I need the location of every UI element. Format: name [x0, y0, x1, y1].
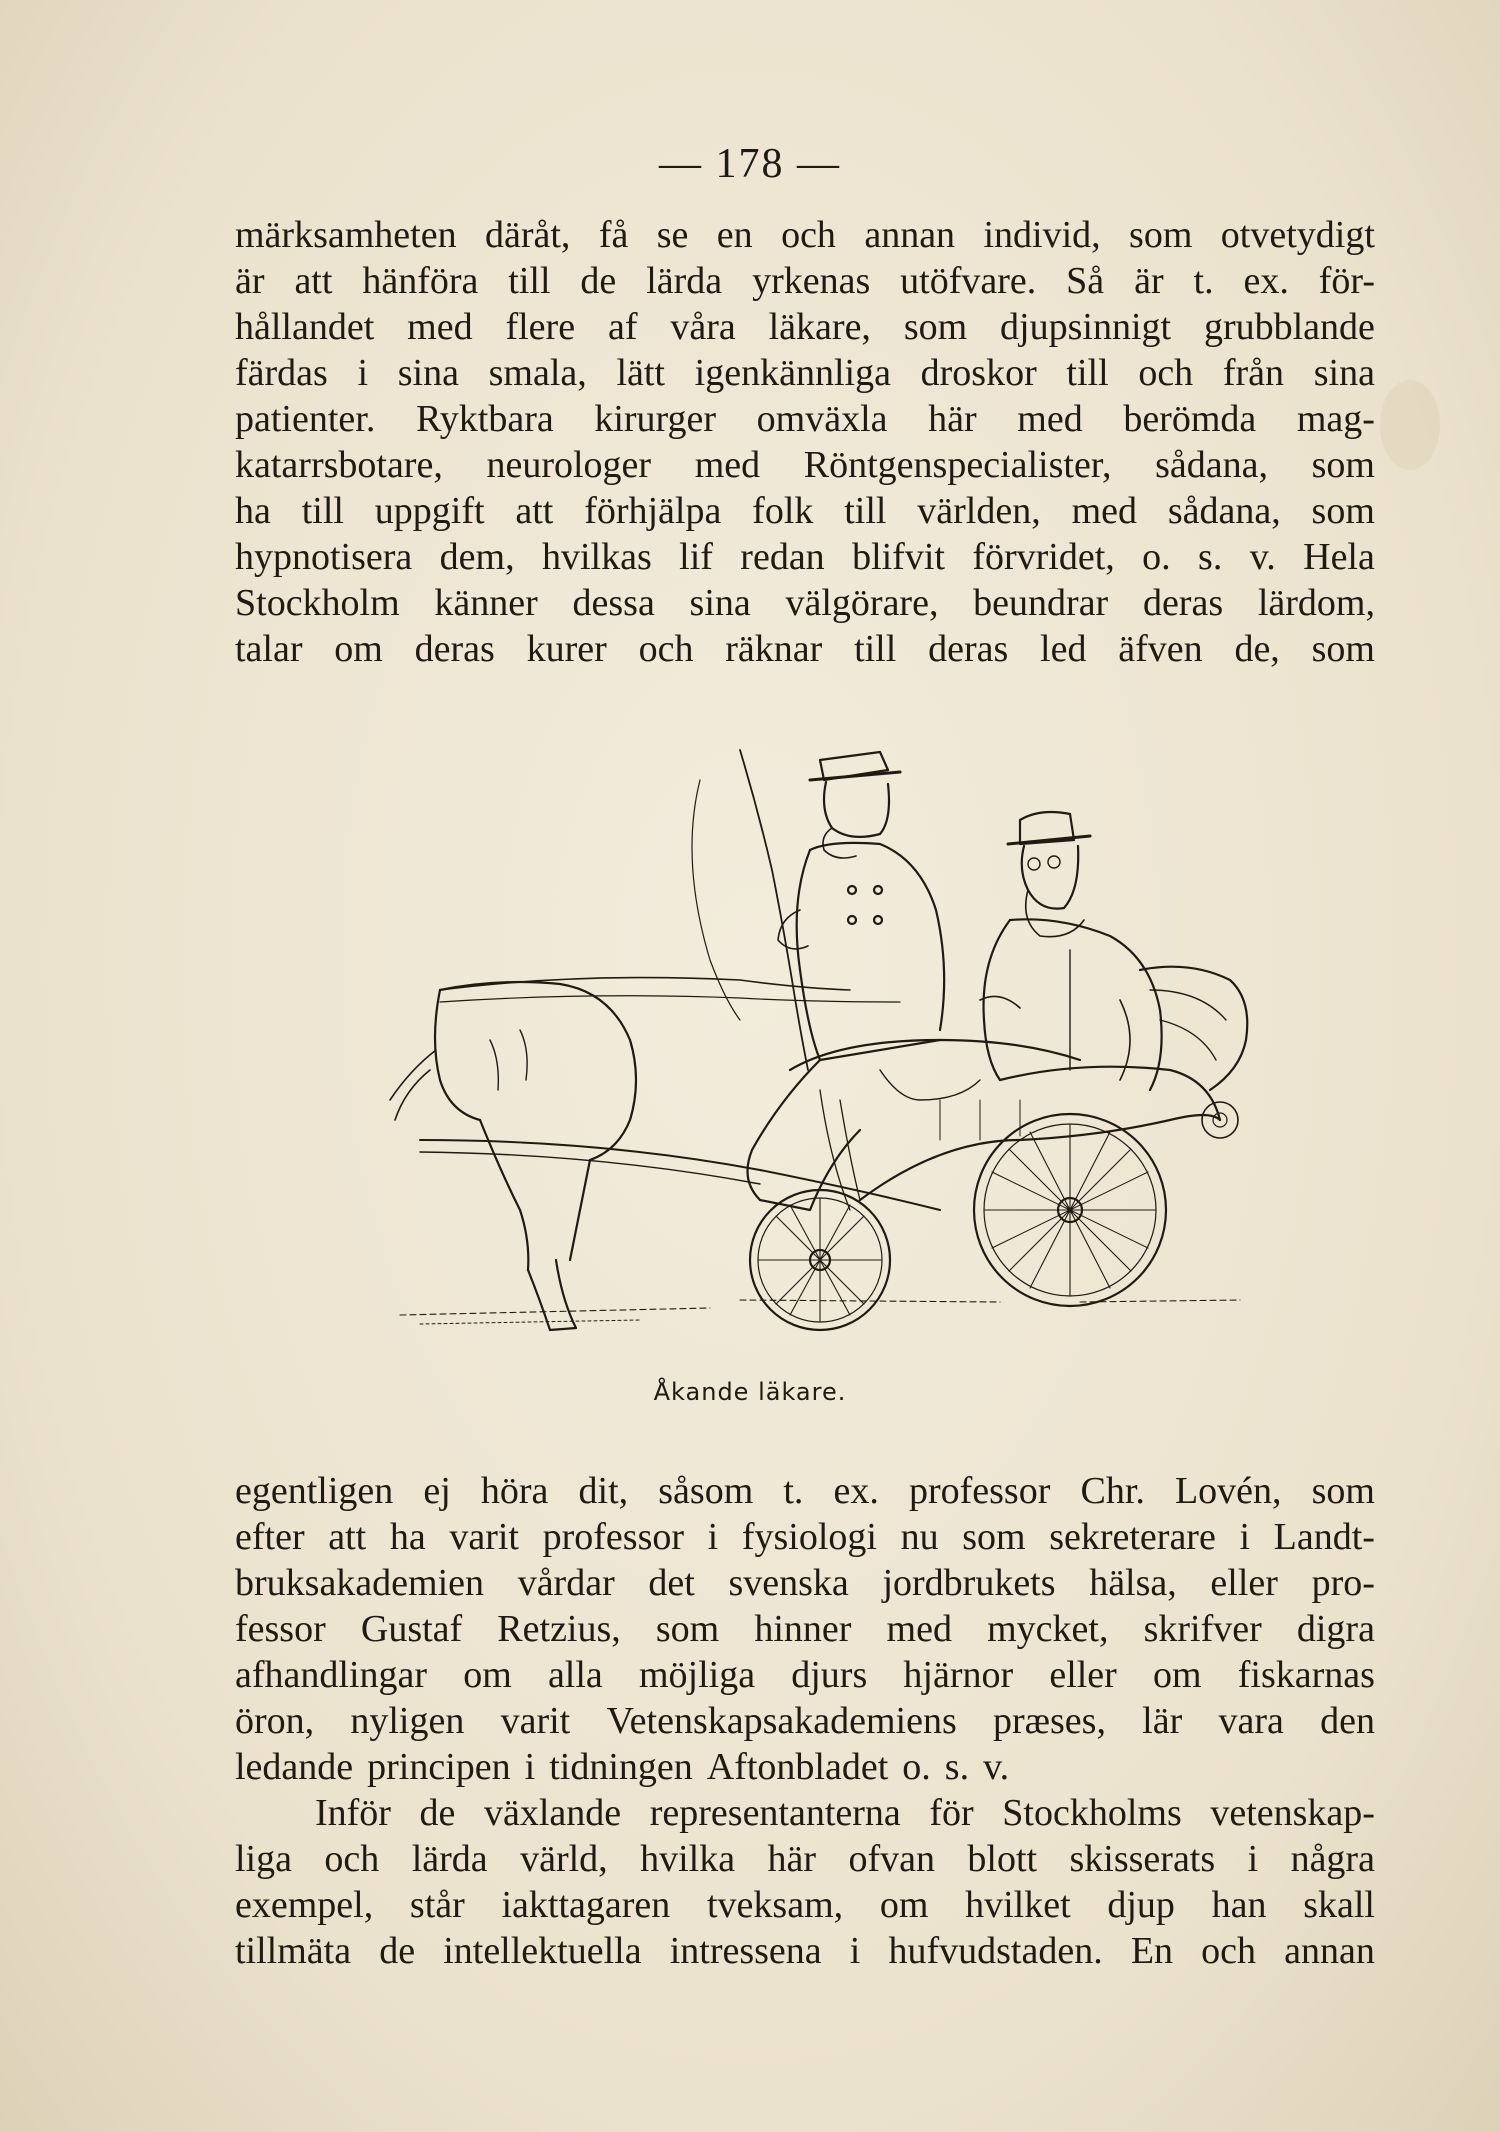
- word: beundrar: [973, 582, 1109, 624]
- word: de: [419, 1792, 456, 1834]
- word: från: [1222, 352, 1285, 394]
- word: igenkännliga: [694, 352, 891, 394]
- word: t.: [1193, 260, 1214, 302]
- word: värld,: [520, 1838, 608, 1880]
- word: fysiologi: [741, 1516, 877, 1558]
- word: ha: [389, 1516, 426, 1558]
- word: v.: [983, 1746, 1010, 1788]
- word: patienter.: [235, 398, 376, 440]
- text-line: [235, 1606, 1375, 1652]
- text-line: [235, 396, 1375, 442]
- word: och: [1138, 352, 1194, 394]
- word: de: [379, 1930, 416, 1972]
- carriage-body: [790, 1040, 1220, 1210]
- word: folk: [752, 490, 814, 532]
- word: för-: [1318, 260, 1375, 302]
- illustration-caption: Åkande läkare.: [653, 1378, 847, 1406]
- word: afhandlingar: [235, 1654, 428, 1696]
- word: om: [879, 1884, 929, 1926]
- text-line: [235, 1744, 1375, 1790]
- word: ledande: [235, 1746, 354, 1788]
- word: sekreterare: [1049, 1516, 1216, 1558]
- word: om: [1153, 1654, 1202, 1696]
- word: fessor: [235, 1608, 326, 1650]
- word: talar: [235, 628, 303, 670]
- word: hvilket: [965, 1884, 1071, 1926]
- word: annan: [1284, 1930, 1375, 1972]
- text-line: [235, 1560, 1375, 1606]
- word: berömda: [1123, 398, 1257, 440]
- word: att: [515, 490, 554, 532]
- word: hälsa,: [1089, 1562, 1177, 1604]
- word: ej: [423, 1470, 451, 1512]
- word: sådana,: [1155, 444, 1268, 486]
- text-line: [235, 350, 1375, 396]
- word: som: [1311, 490, 1375, 532]
- word: det: [648, 1562, 695, 1604]
- word: intressena: [669, 1930, 822, 1972]
- word: professor: [908, 1470, 1051, 1512]
- word: läkare,: [768, 306, 871, 348]
- word: sådana,: [1167, 490, 1281, 532]
- word: t.: [783, 1470, 804, 1512]
- word: få: [598, 214, 629, 256]
- word: som: [1311, 444, 1375, 486]
- word: dit,: [578, 1470, 629, 1512]
- word: våra: [670, 306, 736, 348]
- word: några: [1290, 1838, 1375, 1880]
- page-number: — 178 —: [659, 141, 841, 187]
- word: är: [1134, 260, 1164, 302]
- word: hvilka: [640, 1838, 736, 1880]
- word: han: [1211, 1884, 1267, 1926]
- word: att: [294, 260, 333, 302]
- word: vara: [1218, 1700, 1284, 1742]
- word: kirurger: [594, 398, 717, 440]
- word: katarrsbotare,: [235, 444, 443, 486]
- word: af: [607, 306, 638, 348]
- word: utöfvare.: [900, 260, 1037, 302]
- word: o.: [1142, 536, 1171, 578]
- reins: [440, 978, 850, 990]
- word: i: [1247, 1838, 1259, 1880]
- text-line: [235, 1836, 1375, 1882]
- word: står: [409, 1884, 465, 1926]
- word: som: [1129, 214, 1193, 256]
- word: tveksam,: [707, 1884, 844, 1926]
- word: lär: [1142, 1700, 1183, 1742]
- word: Aftonbladet: [706, 1746, 889, 1788]
- word: varit: [500, 1700, 571, 1742]
- word: till: [1066, 352, 1109, 394]
- text-line: [235, 1790, 1375, 1836]
- word: yrkenas: [752, 260, 871, 302]
- word: för: [929, 1792, 974, 1834]
- word: sina: [689, 582, 751, 624]
- text-line: [235, 1468, 1375, 1514]
- word: ha: [235, 490, 271, 532]
- word: varit: [449, 1516, 519, 1558]
- word: bruksakademien: [235, 1562, 485, 1604]
- word: här: [928, 398, 977, 440]
- word: och: [1201, 1930, 1257, 1972]
- text-line: [235, 212, 1375, 258]
- word: förvridet,: [972, 536, 1115, 578]
- word: nyligen: [350, 1700, 465, 1742]
- word: Hela: [1303, 536, 1375, 578]
- word: blifvit: [852, 536, 945, 578]
- word: såsom: [658, 1470, 754, 1512]
- word: möjliga: [638, 1654, 756, 1696]
- word: hjärnor: [903, 1654, 1014, 1696]
- word: tillmäta: [235, 1930, 352, 1972]
- text-line: [235, 626, 1375, 672]
- word: till: [854, 628, 897, 670]
- front-wheel: [750, 1190, 890, 1330]
- word: vårdar: [517, 1562, 615, 1604]
- carriage-illustration: [380, 740, 1260, 1380]
- word: till: [301, 490, 344, 532]
- word: som: [903, 306, 968, 348]
- word: i: [1239, 1516, 1251, 1558]
- paper-stain: [1380, 380, 1440, 470]
- word: jordbrukets: [882, 1562, 1056, 1604]
- word: dem,: [439, 536, 515, 578]
- word: iakttagaren: [501, 1884, 671, 1926]
- passenger: [980, 812, 1162, 1090]
- word: intellektuella: [443, 1930, 642, 1972]
- word: till: [844, 490, 887, 532]
- word: Inför: [315, 1792, 391, 1834]
- word: Stockholms: [1002, 1792, 1182, 1834]
- word: ex.: [1243, 260, 1289, 302]
- word: hinner: [754, 1608, 852, 1650]
- word: eller: [1049, 1654, 1117, 1696]
- word: Vetenskapsakademiens: [606, 1700, 957, 1742]
- word: färdas: [235, 352, 328, 394]
- word: som: [962, 1516, 1026, 1558]
- word: räknar: [725, 628, 823, 670]
- word: pro-: [1311, 1562, 1375, 1604]
- word: öron,: [235, 1700, 315, 1742]
- word: äfven: [1118, 628, 1203, 670]
- word: ofvan: [848, 1838, 935, 1880]
- text-line: [235, 304, 1375, 350]
- text-line: [235, 442, 1375, 488]
- word: med: [886, 1608, 952, 1650]
- word: neurologer: [486, 444, 652, 486]
- word: otvetydigt: [1220, 214, 1375, 256]
- word: sina: [397, 352, 459, 394]
- word: grubblande: [1203, 306, 1375, 348]
- word: uppgift: [374, 490, 485, 532]
- word: Chr.: [1080, 1470, 1145, 1512]
- word: känner: [434, 582, 538, 624]
- word: hufvudstaden.: [888, 1930, 1103, 1972]
- word: lärdom,: [1257, 582, 1375, 624]
- word: eller: [1210, 1562, 1278, 1604]
- word: Lovén,: [1174, 1470, 1282, 1512]
- word: principen: [367, 1746, 511, 1788]
- word: djurs: [791, 1654, 868, 1696]
- word: lärda: [646, 260, 723, 302]
- word: nu: [900, 1516, 939, 1558]
- word: redan: [740, 536, 825, 578]
- word: Ryktbara: [415, 398, 554, 440]
- word: som: [1311, 1470, 1375, 1512]
- word: här: [767, 1838, 817, 1880]
- word: representanterna: [649, 1792, 901, 1834]
- word: v.: [1249, 536, 1276, 578]
- word: annan: [864, 214, 956, 256]
- word: exempel,: [235, 1884, 374, 1926]
- word: droskor: [920, 352, 1037, 394]
- word: Röntgenspecialister,: [803, 444, 1112, 486]
- word: liga: [235, 1838, 292, 1880]
- word: Landt-: [1273, 1516, 1375, 1558]
- word: flere: [505, 306, 576, 348]
- word: se: [656, 214, 689, 256]
- word: omväxla: [756, 398, 888, 440]
- word: egentligen: [235, 1470, 394, 1512]
- rear-wheel: [974, 1114, 1166, 1306]
- word: lärda: [411, 1838, 488, 1880]
- word: sina: [1313, 352, 1375, 394]
- word: skisserats: [1069, 1838, 1216, 1880]
- word: tidningen: [549, 1746, 693, 1788]
- word: professor: [542, 1516, 685, 1558]
- word: i: [707, 1516, 719, 1558]
- word: digra: [1296, 1608, 1375, 1650]
- carriage-hood: [1140, 967, 1247, 1090]
- bottom-paragraph: [235, 1468, 1375, 1974]
- word: alla: [547, 1654, 603, 1696]
- whip-lash: [692, 780, 740, 1020]
- text-line: [235, 488, 1375, 534]
- word: lif: [679, 536, 713, 578]
- word: i: [357, 352, 369, 394]
- coachman: [748, 752, 945, 1210]
- word: och: [781, 214, 836, 256]
- word: djupsinnigt: [1000, 306, 1172, 348]
- word: Gustaf: [360, 1608, 463, 1650]
- word: med: [407, 306, 473, 348]
- word: att: [328, 1516, 367, 1558]
- text-line: [235, 1928, 1375, 1974]
- word: höra: [480, 1470, 549, 1512]
- word: ex.: [833, 1470, 879, 1512]
- word: om: [463, 1654, 512, 1696]
- word: blott: [967, 1838, 1038, 1880]
- word: den: [1320, 1700, 1375, 1742]
- word: dessa: [572, 582, 655, 624]
- word: djup: [1107, 1884, 1175, 1926]
- word: välgörare,: [785, 582, 939, 624]
- text-line: [235, 1652, 1375, 1698]
- word: och: [324, 1838, 380, 1880]
- word: i: [524, 1746, 536, 1788]
- word: hållandet: [235, 306, 375, 348]
- word: En: [1130, 1930, 1174, 1972]
- word: led: [1040, 628, 1087, 670]
- word: Så: [1066, 260, 1105, 302]
- word: s.: [944, 1746, 970, 1788]
- word: præses,: [993, 1700, 1106, 1742]
- horse: [390, 982, 636, 1330]
- word: hvilkas: [541, 536, 652, 578]
- word: smala,: [488, 352, 587, 394]
- top-paragraph: [235, 212, 1375, 672]
- word: som: [655, 1608, 720, 1650]
- word: som: [1311, 628, 1375, 670]
- word: deras: [928, 628, 1009, 670]
- word: individ,: [983, 214, 1101, 256]
- word: lätt: [616, 352, 665, 394]
- word: med: [1071, 490, 1137, 532]
- text-line: [235, 258, 1375, 304]
- word: s.: [1198, 536, 1223, 578]
- word: vetenskap-: [1210, 1792, 1375, 1834]
- word: i: [849, 1930, 861, 1972]
- text-line: [235, 534, 1375, 580]
- word: med: [694, 444, 761, 486]
- word: skrifver: [1143, 1608, 1262, 1650]
- word: fiskarnas: [1237, 1654, 1375, 1696]
- word: märksamheten: [235, 214, 457, 256]
- word: och: [638, 628, 694, 670]
- word: Stockholm: [235, 582, 400, 624]
- word: deras: [414, 628, 495, 670]
- word: en: [716, 214, 753, 256]
- text-line: [235, 1514, 1375, 1560]
- text-line: [235, 1882, 1375, 1928]
- word: deras: [1142, 582, 1224, 624]
- word: med: [1017, 398, 1083, 440]
- word: om: [334, 628, 383, 670]
- word: däråt,: [484, 214, 571, 256]
- word: Retzius,: [497, 1608, 621, 1650]
- text-line: [235, 1698, 1375, 1744]
- word: skall: [1303, 1884, 1375, 1926]
- word: världen,: [917, 490, 1041, 532]
- word: de: [580, 260, 617, 302]
- word: svenska: [728, 1562, 849, 1604]
- word: mag-: [1296, 398, 1375, 440]
- word: hänföra: [362, 260, 479, 302]
- word: är: [235, 260, 265, 302]
- word: mycket,: [987, 1608, 1109, 1650]
- word: o.: [902, 1746, 931, 1788]
- text-line: [235, 580, 1375, 626]
- word: kurer: [526, 628, 607, 670]
- word: hypnotisera: [235, 536, 413, 578]
- word: förhjälpa: [584, 490, 722, 532]
- word: växlande: [484, 1792, 622, 1834]
- word: efter: [235, 1516, 305, 1558]
- word: de,: [1234, 628, 1280, 670]
- word: till: [508, 260, 551, 302]
